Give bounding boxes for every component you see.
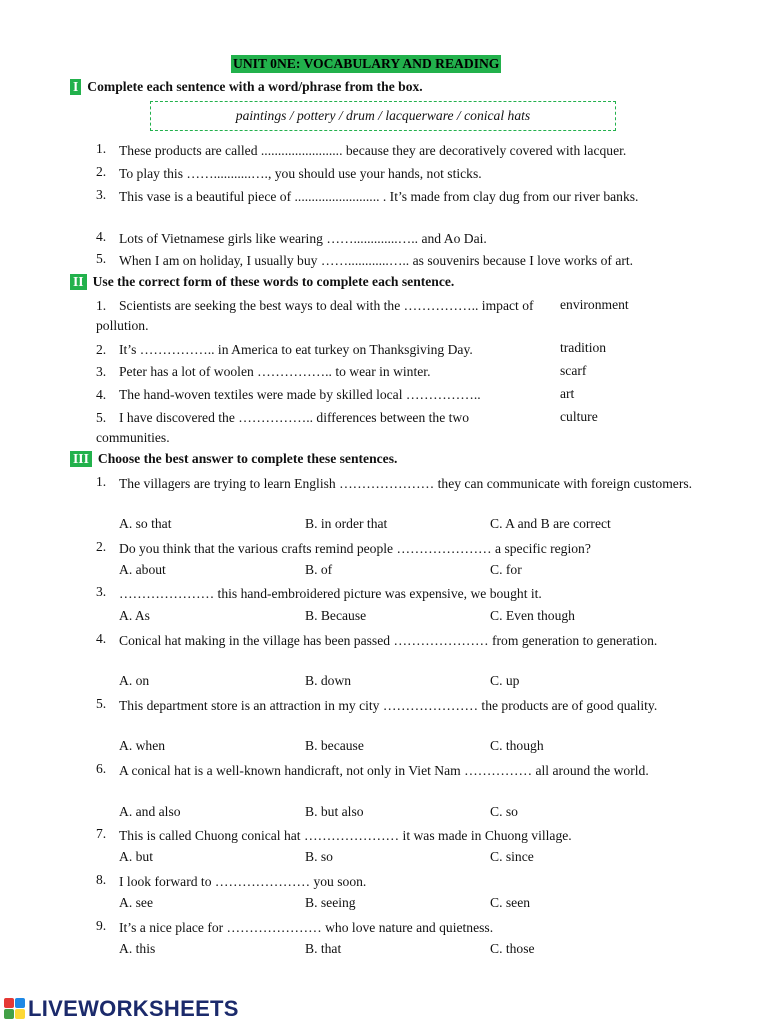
question-text: Do you think that the various crafts remind people ………………… a specific region? <box>119 541 591 556</box>
item-text <box>96 385 536 405</box>
word-hint: scarf <box>560 363 587 378</box>
item-text: When I am on holiday, I usually buy ……............….. as souvenirs because I love works of art. <box>119 253 634 268</box>
word-hint: tradition <box>560 340 607 355</box>
option-c[interactable]: C. seen <box>490 895 531 910</box>
item-text: To play this ……...........…., you should use your hands, not sticks. <box>119 166 482 181</box>
option-b[interactable]: B. so <box>305 849 333 864</box>
option-a[interactable]: A. so that <box>119 516 172 531</box>
section-2-number: II <box>70 274 87 290</box>
section-2-heading <box>70 274 454 290</box>
question-text: The villagers are trying to learn English ………………… they can communicate with foreign customers. <box>119 476 693 491</box>
question-text: Conical hat making in the village has been passed ………………… from generation to generation. <box>119 633 658 648</box>
option-b[interactable]: B. Because <box>305 608 367 623</box>
option-c[interactable]: C. so <box>490 804 518 819</box>
item-number: 3. <box>96 187 107 202</box>
item-text <box>96 362 536 382</box>
option-b[interactable]: B. but also <box>305 804 364 819</box>
option-a[interactable]: A. when <box>119 738 166 753</box>
word-box <box>150 101 616 131</box>
item-text <box>96 296 536 336</box>
item-text: Lots of Vietnamese girls like wearing …….............….. and Ao Dai. <box>119 231 487 246</box>
logo-block-green <box>4 1009 14 1019</box>
option-a[interactable]: A. this <box>119 941 156 956</box>
item-sentence: I have discovered the …………….. differences between the two communities. <box>96 410 470 445</box>
question-text: This department store is an attraction in my city ………………… the products are of good quality. <box>119 698 658 713</box>
item-number: 1. <box>96 298 107 313</box>
option-b[interactable]: B. of <box>305 562 333 577</box>
item-number: 2. <box>96 164 107 179</box>
option-c[interactable]: C. Even though <box>490 608 575 623</box>
item-text: This vase is a beautiful piece of ......................... . It’s made from clay dug from our river banks. <box>119 189 639 204</box>
section-1-instruction: Complete each sentence with a word/phrase from the box. <box>87 79 423 94</box>
option-c[interactable]: C. those <box>490 941 535 956</box>
option-a[interactable]: A. As <box>119 608 150 623</box>
unit-title: UNIT 0NE: VOCABULARY AND READING <box>233 56 500 71</box>
item-text <box>96 408 536 448</box>
option-c[interactable]: C. for <box>490 562 522 577</box>
option-a[interactable]: A. about <box>119 562 166 577</box>
item-sentence: Peter has a lot of woolen …………….. to wear in winter. <box>119 364 431 379</box>
item-text: These products are called ........................ because they are decoratively covered with lacquer. <box>119 143 627 158</box>
logo-mark-icon <box>4 998 26 1020</box>
question-text: It’s a nice place for ………………… who love nature and quietness. <box>119 920 494 935</box>
question-number: 7. <box>96 826 107 841</box>
question-number: 3. <box>96 584 107 599</box>
item-sentence: Scientists are seeking the best ways to deal with the …………….. impact of pollution. <box>96 298 534 333</box>
question-text: A conical hat is a well-known handicraft, not only in Viet Nam …………… all around the world. <box>119 763 649 778</box>
section-1-heading <box>70 79 423 95</box>
question-text: This is called Chuong conical hat ………………… it was made in Chuong village. <box>119 828 572 843</box>
item-number: 1. <box>96 141 107 156</box>
logo-block-yellow <box>15 1009 25 1019</box>
item-number: 4. <box>96 387 107 402</box>
option-a[interactable]: A. see <box>119 895 153 910</box>
item-number: 2. <box>96 342 107 357</box>
item-number: 5. <box>96 251 107 266</box>
word-hint: culture <box>560 409 598 424</box>
item-number: 5. <box>96 410 107 425</box>
item-number: 3. <box>96 364 107 379</box>
section-3-instruction: Choose the best answer to complete these sentences. <box>97 451 398 466</box>
item-number: 4. <box>96 229 107 244</box>
option-a[interactable]: A. but <box>119 849 153 864</box>
option-b[interactable]: B. that <box>305 941 342 956</box>
logo-block-red <box>4 998 14 1008</box>
option-b[interactable]: B. down <box>305 673 352 688</box>
question-number: 4. <box>96 631 107 646</box>
option-c[interactable]: C. since <box>490 849 534 864</box>
logo-block-blue <box>15 998 25 1008</box>
question-number: 5. <box>96 696 107 711</box>
question-number: 8. <box>96 872 107 887</box>
question-number: 9. <box>96 918 107 933</box>
option-a[interactable]: A. on <box>119 673 150 688</box>
question-text: I look forward to ………………… you soon. <box>119 874 367 889</box>
section-3-heading <box>70 451 397 467</box>
option-c[interactable]: C. up <box>490 673 520 688</box>
liveworksheets-logo[interactable] <box>4 996 239 1022</box>
section-3-number: III <box>70 451 92 467</box>
option-b[interactable]: B. in order that <box>305 516 388 531</box>
word-hint: environment <box>560 297 629 312</box>
option-c[interactable]: C. though <box>490 738 544 753</box>
question-number: 6. <box>96 761 107 776</box>
logo-text: LIVEWORKSHEETS <box>28 996 239 1021</box>
option-b[interactable]: B. seeing <box>305 895 356 910</box>
word-box-text: paintings / pottery / drum / lacquerware / conical hats <box>235 108 531 123</box>
section-2-instruction: Use the correct form of these words to complete each sentence. <box>92 274 455 289</box>
question-number: 2. <box>96 539 107 554</box>
item-text <box>96 340 536 360</box>
word-hint: art <box>560 386 575 401</box>
option-c[interactable]: C. A and B are correct <box>490 516 611 531</box>
item-sentence: The hand-woven textiles were made by skilled local …………….. <box>119 387 481 402</box>
question-text: ………………… this hand-embroidered picture was expensive, we bought it. <box>119 586 542 601</box>
option-a[interactable]: A. and also <box>119 804 181 819</box>
question-number: 1. <box>96 474 107 489</box>
item-sentence: It’s …………….. in America to eat turkey on Thanksgiving Day. <box>119 342 473 357</box>
option-b[interactable]: B. because <box>305 738 364 753</box>
section-1-number: I <box>70 79 81 95</box>
